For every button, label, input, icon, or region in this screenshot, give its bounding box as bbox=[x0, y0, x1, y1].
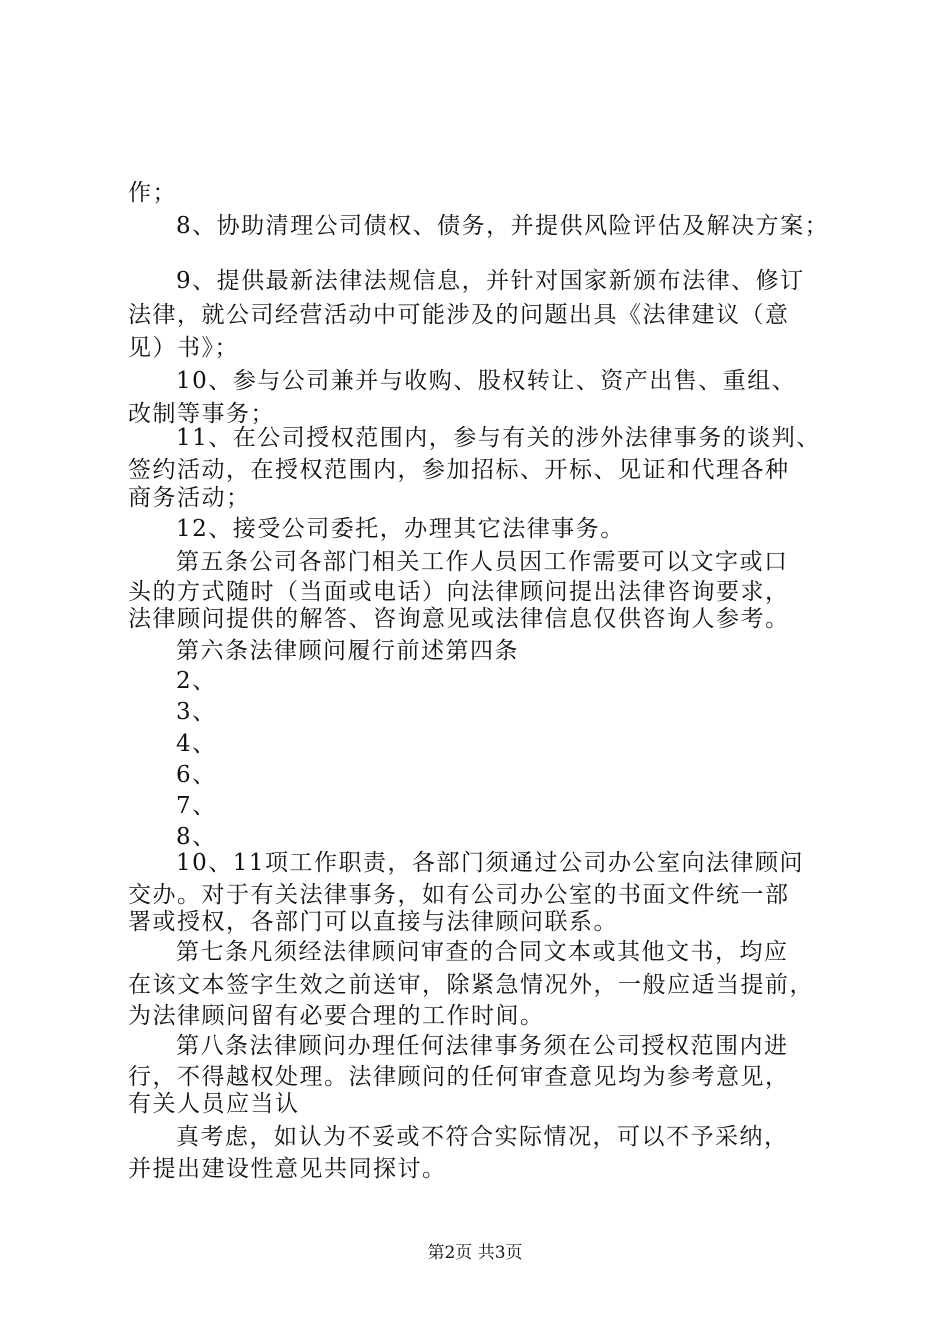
text-line: 法律，就公司经营活动中可能涉及的问题出具《法律建议（意 bbox=[128, 302, 790, 328]
text-line: 交办。对于有关法律事务，如有公司办公室的书面文件统一部 bbox=[128, 882, 790, 908]
list-marker: 4、 bbox=[176, 731, 217, 757]
text-line: 签约活动，在授权范围内，参加招标、开标、见证和代理各种 bbox=[128, 457, 790, 483]
text-line: 第六条法律顾问履行前述第四条 bbox=[176, 638, 519, 664]
list-marker: 7、 bbox=[176, 793, 217, 819]
text-line: 第五条公司各部门相关工作人员因工作需要可以文字或口 bbox=[176, 549, 789, 575]
text-line: 见）书》； bbox=[128, 335, 239, 361]
list-marker: 8、 bbox=[176, 824, 217, 850]
text-line: 并提出建设性意见共同探讨。 bbox=[128, 1156, 447, 1182]
text-line: 第七条凡须经法律顾问审查的合同文本或其他文书，均应 bbox=[176, 939, 789, 965]
text-line: 真考虑，如认为不妥或不符合实际情况，可以不予采纳， bbox=[176, 1124, 789, 1150]
text-line: 作； bbox=[128, 180, 177, 206]
text-line: 法律顾问提供的解答、咨询意见或法律信息仅供咨询人参考。 bbox=[128, 606, 790, 632]
text-line: 改制等事务； bbox=[128, 401, 275, 427]
text-line: 在该文本签字生效之前送审，除紧急情况外，一般应适当提前， bbox=[128, 972, 814, 998]
text-line: 10、参与公司兼并与收购、股权转让、资产出售、重组、 bbox=[176, 368, 797, 394]
text-line: 10、11项工作职责，各部门须通过公司办公室向法律顾问 bbox=[176, 850, 805, 876]
text-line: 8、协助清理公司债权、债务，并提供风险评估及解决方案； bbox=[176, 213, 830, 239]
text-line: 第八条法律顾问办理任何法律事务须在公司授权范围内进 bbox=[176, 1033, 789, 1059]
list-marker: 3、 bbox=[176, 699, 217, 725]
list-marker: 6、 bbox=[176, 762, 217, 788]
text-line: 9、提供最新法律法规信息，并针对国家新颁布法律、修订 bbox=[176, 268, 805, 294]
text-line: 为法律顾问留有必要合理的工作时间。 bbox=[128, 1003, 545, 1029]
text-line: 署或授权，各部门可以直接与法律顾问联系。 bbox=[128, 909, 618, 935]
text-line: 商务活动； bbox=[128, 485, 251, 511]
text-line: 有关人员应当认 bbox=[128, 1091, 300, 1117]
list-marker: 2、 bbox=[176, 668, 217, 694]
text-line: 头的方式随时（当面或电话）向法律顾问提出法律咨询要求， bbox=[128, 579, 790, 605]
text-line: 行，不得越权处理。法律顾问的任何审查意见均为参考意见， bbox=[128, 1064, 790, 1090]
text-line: 11、在公司授权范围内，参与有关的涉外法律事务的谈判、 bbox=[176, 425, 821, 451]
page-footer: 第2页 共3页 bbox=[427, 1243, 523, 1263]
text-line: 12、接受公司委托，办理其它法律事务。 bbox=[176, 516, 625, 542]
